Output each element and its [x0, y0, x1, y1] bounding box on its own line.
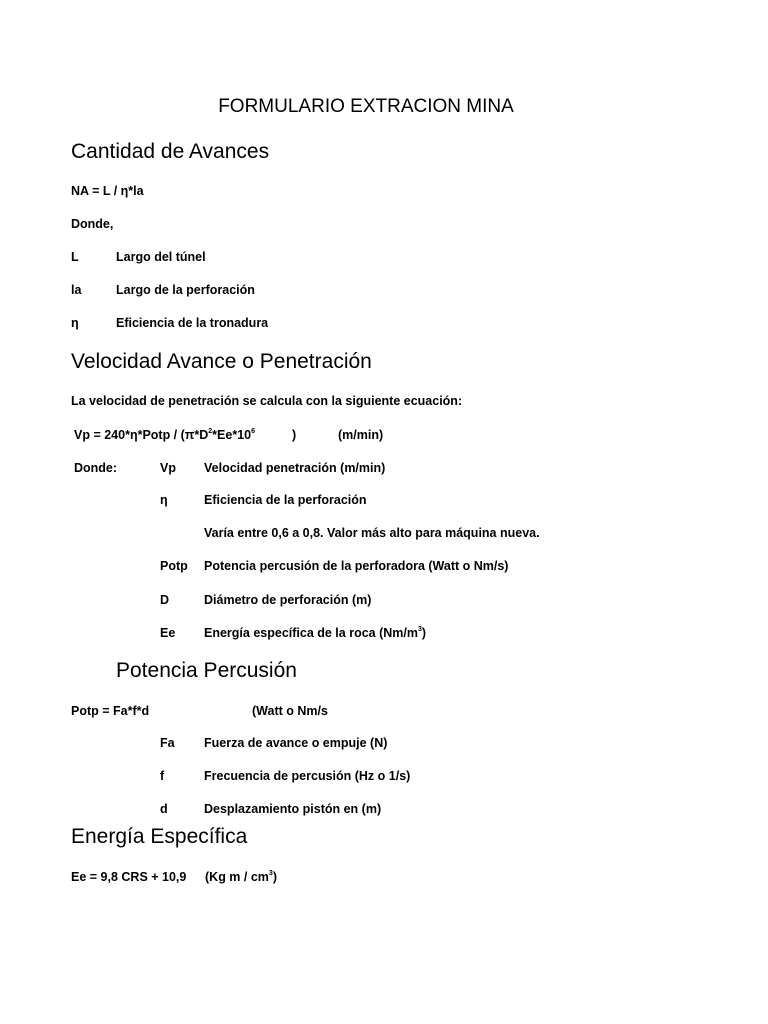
velocidad-intro: La velocidad de penetración se calcula con la siguiente ecuación:	[71, 394, 463, 408]
def-symbol: Potp	[160, 559, 188, 573]
def-symbol: Fa	[160, 736, 175, 750]
def-symbol: η	[160, 493, 168, 507]
def-symbol: d	[160, 802, 168, 816]
def-symbol: f	[160, 769, 165, 783]
formula-potp: Potp = Fa*f*d	[71, 704, 150, 718]
section-heading-avances: Cantidad de Avances	[71, 140, 270, 163]
def-symbol: η	[71, 316, 79, 330]
formula-potp-units: (Watt o Nm/s	[252, 704, 328, 718]
formula-na: NA = L / η*la	[71, 184, 144, 198]
donde-label: Donde,	[71, 217, 114, 231]
def-note: Varía entre 0,6 a 0,8. Valor más alto para máquina nueva.	[204, 526, 540, 540]
def-description: Energía específica de la roca $(Nm/m^3)$	[204, 626, 427, 640]
def-symbol: Vp	[160, 461, 176, 475]
page-title: FORMULARIO EXTRACION MINA	[218, 96, 514, 117]
def-symbol: D	[160, 593, 170, 607]
formula-vp-units: (m/min)	[338, 428, 384, 442]
def-description: Potencia percusión de la perforadora (Watt o Nm/s)	[204, 559, 509, 573]
def-description: Frecuencia de percusión (Hz o 1/s)	[204, 769, 411, 783]
formula-ee: Ee = 9,8 CRS + 10,9	[71, 870, 187, 884]
def-description: Eficiencia de la perforación	[204, 493, 367, 507]
def-symbol: la	[71, 283, 82, 297]
def-description: Desplazamiento pistón en (m)	[204, 802, 382, 816]
def-description: Velocidad penetración (m/min)	[204, 461, 386, 475]
def-description: Diámetro de perforación (m)	[204, 593, 372, 607]
section-heading-velocidad: Velocidad Avance o Penetración	[71, 350, 372, 373]
def-description: Largo del túnel	[116, 250, 206, 264]
def-description: Largo de la perforación	[116, 283, 255, 297]
formula-vp-close: )	[292, 428, 297, 442]
def-symbol: Ee	[160, 626, 176, 640]
formula-ee-units: (Kg m / $cm^3$)	[205, 870, 277, 884]
def-description: Fuerza de avance o empuje (N)	[204, 736, 388, 750]
formula-vp: Vp = 240*η*Potp / ($\pi*D^2*Ee*10^6$	[74, 428, 256, 442]
def-symbol: L	[71, 250, 79, 264]
section-heading-potencia: Potencia Percusión	[116, 659, 297, 682]
def-description: Eficiencia de la tronadura	[116, 316, 269, 330]
donde-label: Donde:	[74, 461, 118, 475]
section-heading-energia: Energía Específica	[71, 825, 248, 848]
